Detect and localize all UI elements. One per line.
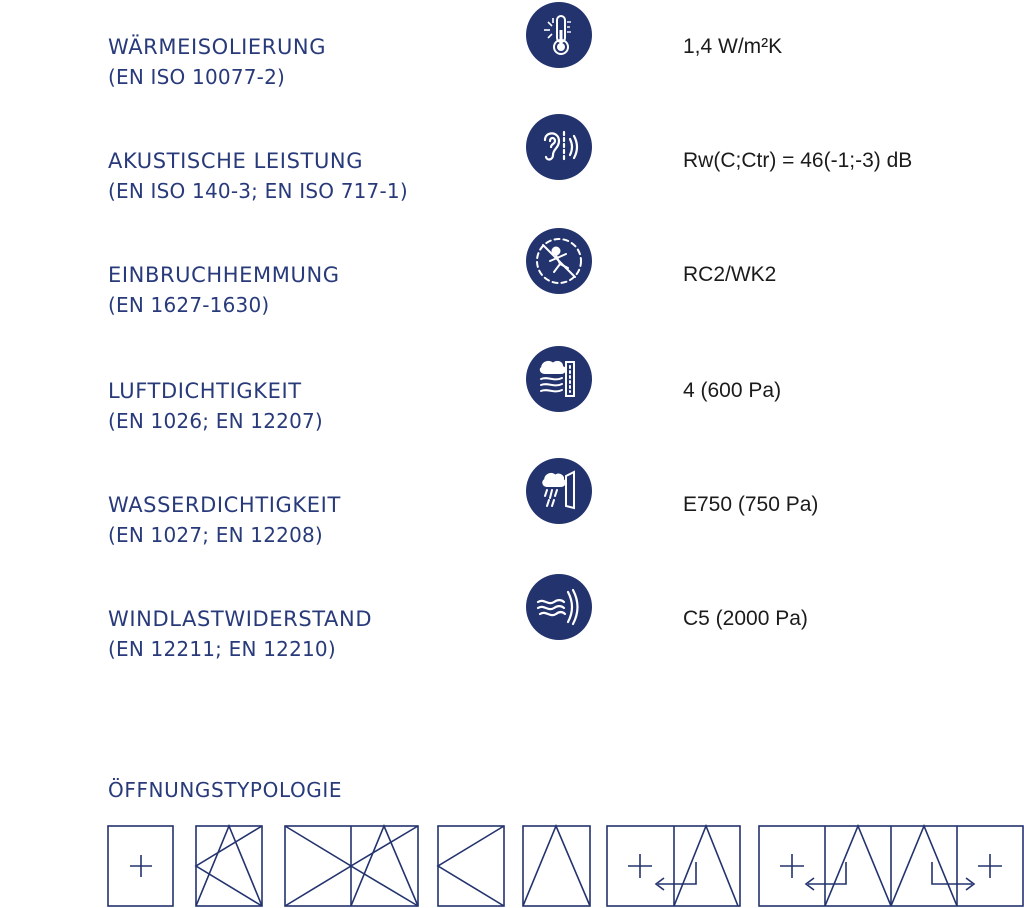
property-value: 4 (600 Pa) <box>683 379 782 402</box>
thermometer-icon <box>526 2 592 68</box>
water-tightness-icon <box>526 458 592 524</box>
property-label <box>108 376 323 436</box>
typology-icons <box>0 824 1024 908</box>
property-value: Rw(C;Ctr) = 46(-1;-3) dB <box>683 149 913 172</box>
property-title: LUFTDICHTIGKEIT <box>108 379 302 403</box>
property-row-burglary <box>0 260 1024 340</box>
property-value: E750 (750 Pa) <box>683 493 819 516</box>
property-row-thermal <box>0 32 1024 112</box>
fixed-window-icon <box>108 826 173 906</box>
property-row-air <box>0 376 1024 456</box>
wind-load-icon <box>526 574 592 640</box>
property-value: RC2/WK2 <box>683 263 777 286</box>
tilt-turn-window-icon <box>196 826 262 906</box>
typology-title: ÖFFNUNGSTYPOLOGIE <box>108 778 343 802</box>
property-title: WINDLASTWIDERSTAND <box>108 607 373 631</box>
ear-sound-icon <box>526 114 592 180</box>
property-standard: (EN ISO 140-3; EN ISO 717-1) <box>108 179 408 203</box>
property-standard: (EN 12211; EN 12210) <box>108 637 336 661</box>
property-row-wind <box>0 604 1024 684</box>
property-standard: (EN 1027; EN 12208) <box>108 523 323 547</box>
property-title: WÄRMEISOLIERUNG <box>108 35 327 59</box>
property-title: AKUSTISCHE LEISTUNG <box>108 149 364 173</box>
property-label <box>108 490 341 550</box>
double-tilt-turn-window-icon <box>285 826 418 906</box>
property-value: 1,4 W/m²K <box>683 35 783 58</box>
fixed-sliding-sliding-fixed-window-icon <box>759 826 1023 906</box>
fixed-sliding-window-icon <box>607 826 740 906</box>
air-tightness-icon <box>526 346 592 412</box>
property-label <box>108 260 340 320</box>
bottom-hung-window-icon <box>523 826 590 906</box>
property-value: C5 (2000 Pa) <box>683 607 808 630</box>
property-row-acoustic <box>0 146 1024 226</box>
property-row-water <box>0 490 1024 570</box>
property-standard: (EN 1026; EN 12207) <box>108 409 323 433</box>
property-standard: (EN ISO 10077-2) <box>108 65 286 89</box>
property-label <box>108 146 408 206</box>
side-hung-window-icon <box>438 826 504 906</box>
property-label <box>108 32 326 92</box>
property-label <box>108 604 372 664</box>
burglar-icon <box>526 228 592 294</box>
property-title: WASSERDICHTIGKEIT <box>108 493 341 517</box>
property-standard: (EN 1627-1630) <box>108 293 270 317</box>
property-title: EINBRUCHHEMMUNG <box>108 263 340 287</box>
